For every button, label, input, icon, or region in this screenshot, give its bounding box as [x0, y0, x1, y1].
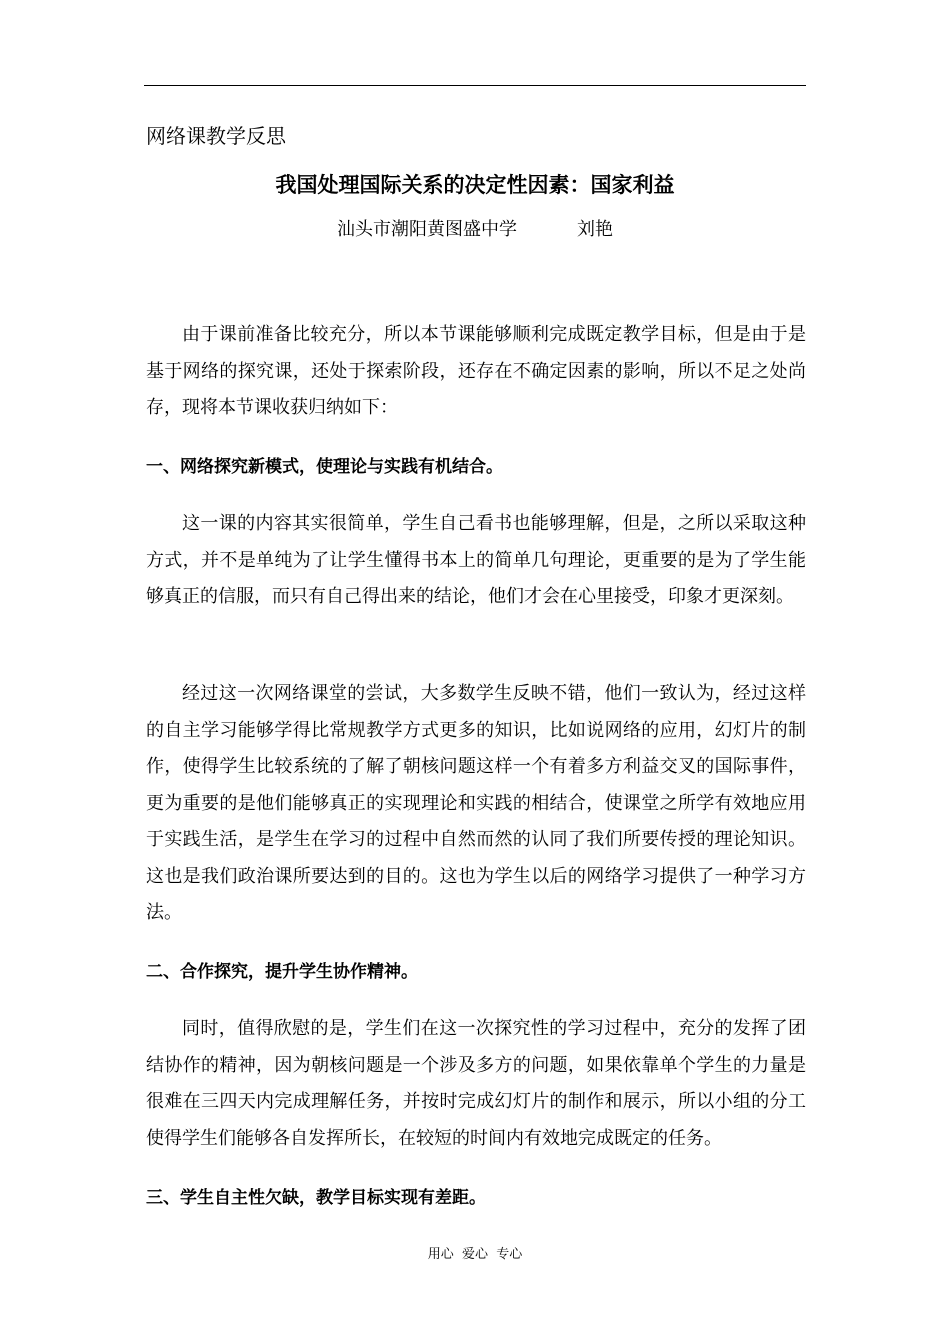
document-title: 我国处理国际关系的决定性因素：国家利益	[275, 173, 675, 197]
section-2-paragraph-1: 同时，值得欣慰的是，学生们在这一次探究性的学习过程中，充分的发挥了团结协作的精神，因为朝核问题是一个涉及多方的问题，如果依靠单个学生的力量是很难在三四天内完成理解任务，并按时完成幻灯片的制作和展示，所以小组的分工使得学生们能够各自发挥所长，在较短的时间内有效地完成既定的任务。	[146, 1018, 806, 1149]
section-1-heading: 一、网络探究新模式，使理论与实践有机结合。	[146, 457, 503, 477]
section-3-heading: 三、学生自主性欠缺，教学目标实现有差距。	[146, 1188, 486, 1208]
page-footer: 用心 爱心 专心	[427, 1247, 523, 1262]
document-label: 网络课教学反思	[146, 124, 286, 148]
section-2-heading: 二、合作探究，提升学生协作精神。	[146, 962, 418, 982]
byline	[144, 214, 806, 246]
intro-paragraph: 由于课前准备比较充分，所以本节课能够顺利完成既定教学目标，但是由于是基于网络的探究课，还处于探索阶段，还存在不确定因素的影响，所以不足之处尚存，现将本节课收获归纳如下：	[146, 324, 806, 418]
section-1-paragraph-2: 经过这一次网络课堂的尝试，大多数学生反映不错，他们一致认为，经过这样的自主学习能够学得比常规教学方式更多的知识，比如说网络的应用，幻灯片的制作，使得学生比较系统的了解了朝核问题这样一个有着多方利益交叉的国际事件，更为重要的是他们能够真正的实现理论和实践的相结合，使课堂之所学有效地应用于实践生活，是学生在学习的过程中自然而然的认同了我们所要传授的理论知识。这也是我们政治课所要达到的目的。这也为学生以后的网络学习提供了一种学习方法。	[146, 683, 806, 923]
author-name: 刘艳	[577, 219, 613, 240]
school-name: 汕头市潮阳黄图盛中学	[337, 219, 517, 240]
header-rule	[144, 85, 806, 86]
section-1-paragraph-1: 这一课的内容其实很简单，学生自己看书也能够理解，但是，之所以采取这种方式，并不是单纯为了让学生懂得书本上的简单几句理论，更重要的是为了学生能够真正的信服，而只有自己得出来的结论，他们才会在心里接受，印象才更深刻。	[146, 513, 806, 607]
